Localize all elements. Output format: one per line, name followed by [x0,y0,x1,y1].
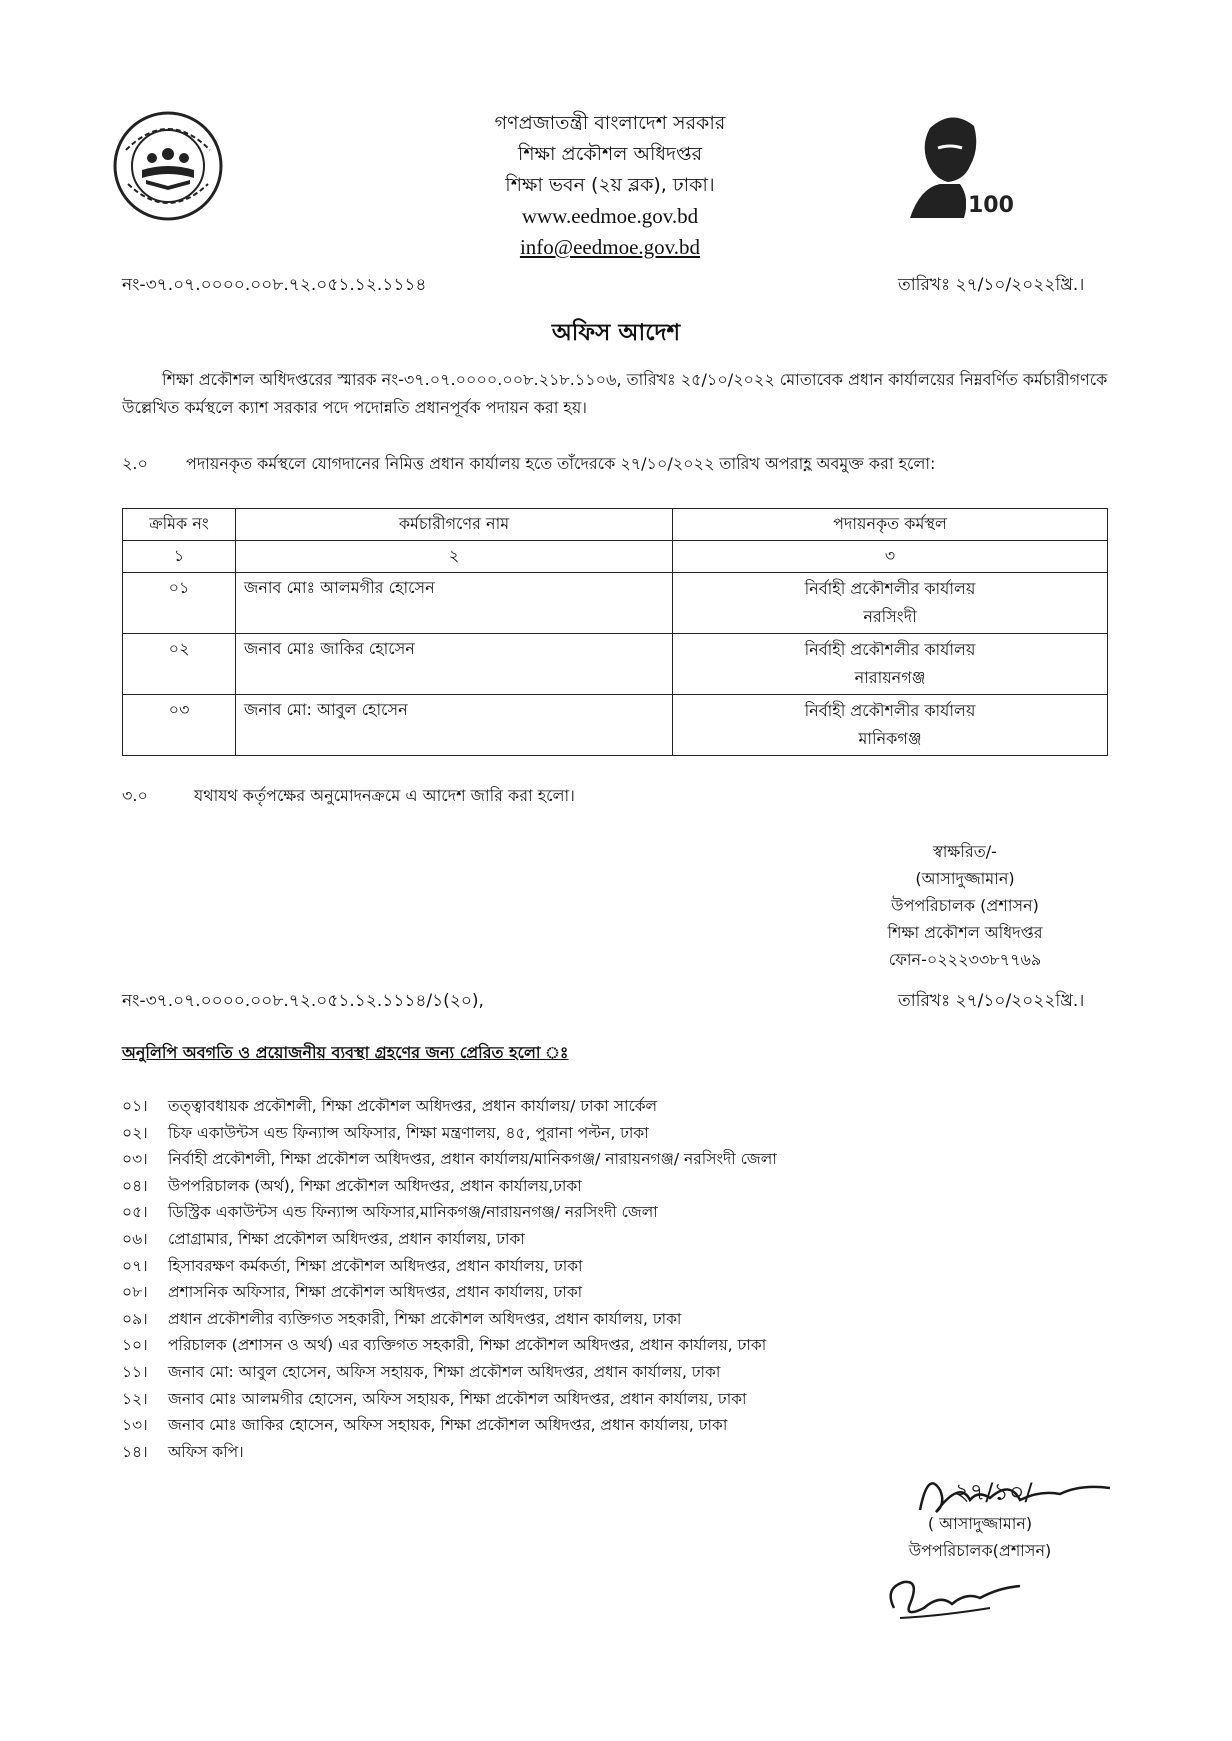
list-item [122,1254,777,1281]
paragraph-2-number: ২.০ [122,454,148,473]
mujib-100-logo [900,108,1030,228]
item-number: ১৩। [122,1416,148,1435]
copy-list [122,1094,777,1466]
item-text: প্রধান প্রকৌশলীর ব্যক্তিগত সহকারী, শিক্ষা প্রকৌশল অধিদপ্তর, প্রধান কার্যালয়, ঢাকা [168,1309,682,1328]
name-cell: জনাব মোঃ জাকির হোসেন [236,634,673,695]
serial-cell: ০৩ [123,695,236,756]
item-text: প্রশাসনিক অফিসার, শিক্ষা প্রকৌশল অধিদপ্তর, প্রধান কার্যালয়, ঢাকা [168,1283,583,1302]
item-number: ১৪। [122,1442,148,1461]
header-serial: ক্রমিক নং [123,509,236,541]
memo-date: তারিখঃ ২৭/১০/২০২২খ্রি.। [898,275,1085,295]
signature-block-1 [840,838,1090,973]
list-item [122,1121,777,1148]
index-cell: ২ [236,541,673,573]
item-text: জনাব মো: আবুল হোসেন, অফিস সহায়ক, শিক্ষা প্রকৌশল অধিদপ্তর, প্রধান কার্যালয়, ঢাকা [168,1362,721,1381]
list-item [122,1200,777,1227]
memo-number: নং-৩৭.০৭.০০০০.০০৮.৭২.০৫১.১২.১১১৪ [122,275,427,295]
item-text: চিফ একাউন্টস এন্ড ফিন্যান্স অফিসার, শিক্ষা মন্ত্রণালয়, ৪৫, পুরানা পল্টন, ঢাকা [168,1123,649,1142]
list-item [122,1094,777,1121]
item-number: ১২। [122,1389,148,1408]
website-link[interactable]: www.eedmoe.gov.bd [521,204,699,228]
name-cell: জনাব মো: আবুল হোসেন [236,695,673,756]
table-row [123,573,1108,634]
name-cell: জনাব মোঃ আলমগীর হোসেন [236,573,673,634]
table-index-row [123,541,1108,573]
table-row [123,634,1108,695]
list-item [122,1174,777,1201]
office-text: নির্বাহী প্রকৌশলীর কার্যালয় [804,701,976,720]
list-item [122,1280,777,1307]
signatory-office: শিক্ষা প্রকৌশল অধিদপ্তর [887,923,1043,942]
serial-cell: ০২ [123,634,236,695]
list-item [122,1440,777,1467]
order-paragraph-3: যথাযথ কর্তৃপক্ষের অনুমোদনক্রমে এ আদেশ জারি করা হলো। [194,786,575,805]
signed-label: স্বাক্ষরিত/- [933,842,997,861]
item-number: ০৩। [122,1150,148,1169]
item-text: তত্ত্বাবধায়ক প্রকৌশলী, শিক্ষা প্রকৌশল অধিদপ্তর, প্রধান কার্যালয়/ ঢাকা সার্কেল [168,1097,658,1115]
list-item [122,1413,777,1440]
item-number: ০১। [122,1097,148,1115]
index-cell: ১ [123,541,236,573]
item-text: পরিচালক (প্রশাসন ও অর্থ) এর ব্যক্তিগত সহকারী, শিক্ষা প্রকৌশল অধিদপ্তর, প্রধান কার্যালয়, ঢাকা [168,1336,767,1355]
paragraph-3-number: ৩.০ [122,786,148,805]
signatory-phone: ফোন-০২২২৩৩৮৭৭৬৯ [888,950,1042,969]
district-text: মানিকগঞ্জ [858,729,922,748]
office-text: নির্বাহী প্রকৌশলীর কার্যালয় [804,579,976,598]
svg-text:100: 100 [968,193,1014,218]
signatory-name: (আসাদুজ্জামান) [915,869,1015,888]
table-header-row [123,509,1108,541]
item-text: নির্বাহী প্রকৌশলী, শিক্ষা প্রকৌশল অধিদপ্তর, প্রধান কার্যালয়/মানিকগঞ্জ/ নারায়নগঞ্জ/ নরসিংদী জেলা [168,1150,777,1169]
signatory-name-2: ( আসাদুজ্জামান) [927,1514,1033,1533]
district-text: নারায়নগঞ্জ [854,668,926,687]
item-text: অফিস কপি। [168,1442,244,1461]
signatory-designation-2: উপপরিচালক(প্রশাসন) [908,1541,1052,1560]
initial-signature [880,1568,1030,1628]
list-item [122,1387,777,1414]
posting-table [122,508,1108,756]
item-number: ১০। [122,1336,148,1355]
item-text: হিসাবরক্ষণ কর্মকর্তা, শিক্ষা প্রকৌশল অধিদপ্তর, প্রধান কার্যালয়, ঢাকা [168,1256,583,1275]
order-paragraph-2: পদায়নকৃত কর্মস্থলে যোগদানের নিমিত্ত প্রধান কার্যালয় হতে তাঁদেরকে ২৭/১০/২০২২ তারিখ অপরাহ্ণ অবমুক্ত করা হলো: [186,454,936,473]
signature-block-2 [860,1510,1100,1564]
header-name: কর্মচারীগণের নাম [236,509,673,541]
workplace-cell [673,634,1108,695]
handwritten-date: ২৭/১০/ [954,1478,1033,1506]
item-text: উপপরিচালক (অর্থ), শিক্ষা প্রকৌশল অধিদপ্তর, প্রধান কার্যালয়,ঢাকা [168,1176,582,1195]
header-line-3: শিক্ষা ভবন (২য় ব্লক), ঢাকা। [505,174,715,196]
office-text: নির্বাহী প্রকৌশলীর কার্যালয় [804,640,976,659]
workplace-cell [673,695,1108,756]
memo-number-2: নং-৩৭.০৭.০০০০.০০৮.৭২.০৫১.১২.১১১৪/১(২০), [122,991,484,1011]
copy-list-title: অনুলিপি অবগতি ও প্রয়োজনীয় ব্যবস্থা গ্রহণের জন্য প্রেরিত হলো ঃ [122,1043,569,1062]
item-text: জনাব মোঃ আলমগীর হোসেন, অফিস সহায়ক, শিক্ষা প্রকৌশল অধিদপ্তর, প্রধান কার্যালয়, ঢাকা [168,1389,747,1408]
item-text: প্রোগ্রামার, শিক্ষা প্রকৌশল অধিদপ্তর, প্রধান কার্যালয়, ঢাকা [168,1229,525,1248]
item-text: জনাব মোঃ জাকির হোসেন, অফিস সহায়ক, শিক্ষা প্রকৌশল অধিদপ্তর, প্রধান কার্যালয়, ঢাকা [168,1416,728,1435]
header-line-1: গণপ্রজাতন্ত্রী বাংলাদেশ সরকার [494,112,726,134]
item-number: ০৬। [122,1229,148,1248]
email-link[interactable]: info@eedmoe.gov.bd [519,235,701,259]
item-number: ১১। [122,1362,148,1381]
office-header [410,108,810,263]
list-item [122,1360,777,1387]
index-cell: ৩ [673,541,1108,573]
table-row [123,695,1108,756]
list-item [122,1307,777,1334]
memo-date-2: তারিখঃ ২৭/১০/২০২২খ্রি.। [898,991,1085,1011]
list-item [122,1227,777,1254]
list-item [122,1333,777,1360]
order-title: অফিস আদেশ [551,320,681,346]
item-number: ০৯। [122,1309,148,1328]
workplace-cell [673,573,1108,634]
list-item [122,1147,777,1174]
header-workplace: পদায়নকৃত কর্মস্থল [673,509,1108,541]
item-number: ০৮। [122,1283,148,1302]
item-number: ০৫। [122,1203,148,1222]
signatory-designation: উপপরিচালক (প্রশাসন) [891,896,1039,915]
order-paragraph-1: শিক্ষা প্রকৌশল অধিদপ্তরের স্মারক নং-৩৭.০৭.০০০০.০০৮.২১৮.১১০৬, তারিখঃ ২৫/১০/২০২২ মোতাবেক প্রধান কার্যালয়ের নিম্নবর্ণিত কর্মচারীগণকে উল্লেখিত কর্মস্থলে ক্যাশ সরকার পদে পদোন্নতি প্রধানপূর্বক পদায়ন করা হয়। [122,370,1108,417]
header-line-2: শিক্ষা প্রকৌশল অধিদপ্তর [517,143,703,165]
serial-cell: ০১ [123,573,236,634]
district-text: নরসিংদী [863,607,917,626]
item-text: ডিস্ট্রিক একাউন্টস এন্ড ফিন্যান্স অফিসার,মানিকগঞ্জ/নারায়নগঞ্জ/ নরসিংদী জেলা [168,1203,658,1222]
item-number: ০২। [122,1123,148,1142]
item-number: ০৭। [122,1256,148,1275]
item-number: ০৪। [122,1176,148,1195]
education-logo [112,110,224,222]
